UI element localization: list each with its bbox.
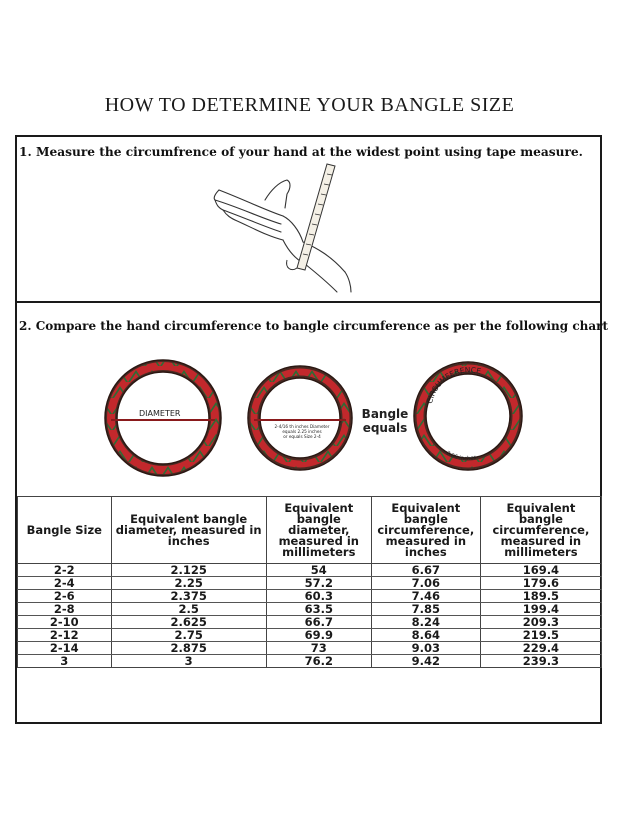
cell-size: 2-8 (18, 603, 112, 616)
cell-circumference-inches: 8.24 (371, 616, 480, 629)
bangle-ring-diameter (105, 360, 221, 476)
cell-diameter-inches: 2.75 (111, 629, 266, 642)
step-1-text: 1. Measure the circumfrence of your hand at the widest point using tape measure. (19, 145, 583, 159)
cell-diameter-inches: 2.125 (111, 564, 266, 577)
cell-circumference-inches: 9.03 (371, 642, 480, 655)
cell-size: 2-2 (18, 564, 112, 577)
page-title: HOW TO DETERMINE YOUR BANGLE SIZE (104, 94, 515, 116)
cell-circumference-inches: 7.85 (371, 603, 480, 616)
cell-diameter-inches: 2.875 (111, 642, 266, 655)
header-diameter-mm: Equivalent bangle diameter, measured in millimeters (266, 497, 371, 564)
cell-diameter-mm: 63.5 (266, 603, 371, 616)
cell-diameter-mm: 57.2 (266, 577, 371, 590)
size-note-line-3: or equals Size 2-4 (283, 434, 321, 439)
cell-size: 2-4 (18, 577, 112, 590)
cell-circumference-inches: 7.06 (371, 577, 480, 590)
bangle-size-table (17, 496, 602, 668)
cell-circumference-mm: 199.4 (480, 603, 601, 616)
size-note-line-1: 2-4/16 th inches Diameter (274, 424, 330, 429)
cell-size: 2-12 (18, 629, 112, 642)
section-divider (15, 301, 602, 303)
cell-diameter-mm: 60.3 (266, 590, 371, 603)
cell-circumference-mm: 209.3 (480, 616, 601, 629)
cell-circumference-inches: 7.46 (371, 590, 480, 603)
header-circumference-inches: Equivalent bangle circumference, measured in inches (371, 497, 480, 564)
cell-circumference-mm: 229.4 (480, 642, 601, 655)
equals-label-line-1: Bangle (361, 407, 409, 421)
header-circumference-mm: Equivalent bangle circumference, measured in millimeters (480, 497, 601, 564)
table-row (18, 577, 602, 590)
size-note-line-2: equals 2.25 inches (282, 429, 322, 434)
circumference-label: CIRCUMFERENCE (425, 365, 482, 405)
cell-diameter-inches: 2.625 (111, 616, 266, 629)
tape-measure (287, 164, 335, 270)
bangle-ring-circumference (414, 362, 522, 470)
cell-circumference-mm: 179.6 (480, 577, 601, 590)
cell-diameter-inches: 2.375 (111, 590, 266, 603)
cell-diameter-mm: 54 (266, 564, 371, 577)
cell-diameter-mm: 66.7 (266, 616, 371, 629)
cell-circumference-mm: 169.4 (480, 564, 601, 577)
header-diameter-inches: Equivalent bangle diameter, measured in inches (111, 497, 266, 564)
header-bangle-size: Bangle Size (18, 497, 112, 564)
bangle-diagram (0, 350, 619, 480)
cell-size: 2-6 (18, 590, 112, 603)
cell-circumference-inches: 8.64 (371, 629, 480, 642)
bangle-ring-size (248, 366, 352, 470)
cell-size: 3 (18, 655, 112, 668)
cell-size: 2-10 (18, 616, 112, 629)
cell-diameter-mm: 69.9 (266, 629, 371, 642)
table-row (18, 642, 602, 655)
table-row (18, 603, 602, 616)
table-row (18, 590, 602, 603)
hand-measure-illustration (205, 160, 355, 300)
cell-size: 2-14 (18, 642, 112, 655)
cell-circumference-inches: 9.42 (371, 655, 480, 668)
equals-label-line-2: equals (362, 421, 408, 435)
cell-circumference-mm: 189.5 (480, 590, 601, 603)
cell-diameter-mm: 73 (266, 642, 371, 655)
cell-diameter-mm: 76.2 (266, 655, 371, 668)
table-row (18, 616, 602, 629)
step-2-text: 2. Compare the hand circumference to bangle circumference as per the following chart (19, 319, 608, 333)
table-row (18, 655, 602, 668)
cell-diameter-inches: 2.25 (111, 577, 266, 590)
table-header-row (18, 497, 602, 564)
table-row (18, 564, 602, 577)
cell-diameter-inches: 2.5 (111, 603, 266, 616)
cell-circumference-mm: 239.3 (480, 655, 601, 668)
cell-diameter-inches: 3 (111, 655, 266, 668)
circumference-note: 7.06 inches (444, 450, 478, 462)
cell-circumference-inches: 6.67 (371, 564, 480, 577)
table-row (18, 629, 602, 642)
cell-circumference-mm: 219.5 (480, 629, 601, 642)
diameter-label: DIAMETER (139, 409, 181, 418)
